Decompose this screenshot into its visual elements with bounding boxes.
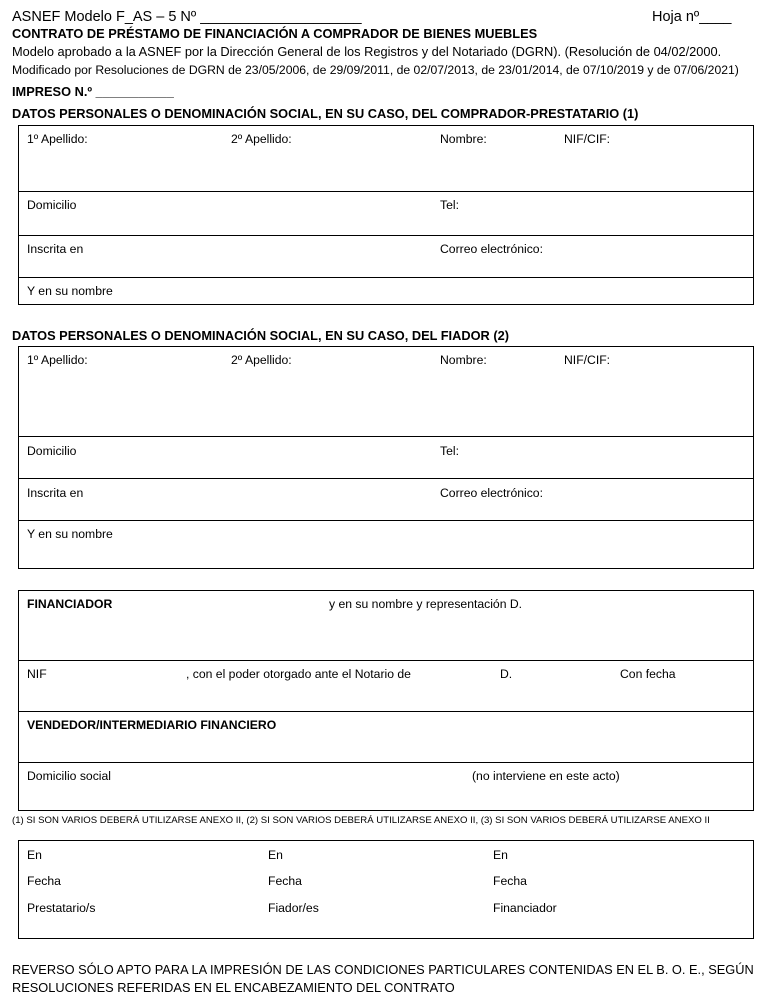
divider xyxy=(18,191,754,192)
financier-box xyxy=(18,590,754,811)
divider xyxy=(18,520,754,521)
model-line: ASNEF Modelo F_AS – 5 Nº ____________________ xyxy=(12,9,362,25)
signature-box xyxy=(18,840,754,939)
buyer-tel-label: Tel: xyxy=(440,198,459,212)
signature-fecha-label: Fecha xyxy=(493,874,527,888)
financier-nif-label: NIF xyxy=(27,667,47,681)
divider xyxy=(18,235,754,236)
divider xyxy=(18,660,754,661)
guarantor-apellido1-label: 1º Apellido: xyxy=(27,353,88,367)
financier-con-fecha-label: Con fecha xyxy=(620,667,676,681)
vendor-label: VENDEDOR/INTERMEDIARIO FINANCIERO xyxy=(27,718,277,732)
reverse-note-line-1: REVERSO SÓLO APTO PARA LA IMPRESIÓN DE LAS CONDICIONES PARTICULARES CONTENIDAS EN EL B. O. E., SEGÚN xyxy=(12,962,754,977)
buyer-apellido1-label: 1º Apellido: xyxy=(27,132,88,146)
guarantor-domicilio-label: Domicilio xyxy=(27,444,77,458)
buyer-nif-label: NIF/CIF: xyxy=(564,132,611,146)
divider xyxy=(18,711,754,712)
guarantor-nif-label: NIF/CIF: xyxy=(564,353,611,367)
impreso-number: IMPRESO N.º ___________ xyxy=(12,84,174,99)
approval-line-2: Modificado por Resoluciones de DGRN de 23/05/2006, de 29/09/2011, de 02/07/2013, de 23/01/2014, de 07/10/2019 y de 07/06/2021) xyxy=(12,63,739,77)
divider xyxy=(18,277,754,278)
buyer-heading: DATOS PERSONALES O DENOMINACIÓN SOCIAL, EN SU CASO, DEL COMPRADOR-PRESTATARIO (1) xyxy=(12,106,639,121)
buyer-en-su-nombre-label: Y en su nombre xyxy=(27,284,113,298)
no-interviene-label: (no interviene en este acto) xyxy=(472,769,620,783)
signature-en-label: En xyxy=(268,848,283,862)
contract-title: CONTRATO DE PRÉSTAMO DE FINANCIACIÓN A COMPRADOR DE BIENES MUEBLES xyxy=(12,26,538,41)
guarantor-nombre-label: Nombre: xyxy=(440,353,487,367)
buyer-nombre-label: Nombre: xyxy=(440,132,487,146)
buyer-apellido2-label: 2º Apellido: xyxy=(231,132,292,146)
financier-label: FINANCIADOR xyxy=(27,597,113,611)
guarantor-correo-label: Correo electrónico: xyxy=(440,486,543,500)
guarantor-tel-label: Tel: xyxy=(440,444,459,458)
approval-line-1: Modelo aprobado a la ASNEF por la Dirección General de los Registros y del Notariado (DGRN). (Resolución de 04/02/2000. xyxy=(12,44,722,59)
signature-role-prestatario: Prestatario/s xyxy=(27,901,96,915)
guarantor-en-su-nombre-label: Y en su nombre xyxy=(27,527,113,541)
buyer-inscrita-label: Inscrita en xyxy=(27,242,84,256)
domicilio-social-label: Domicilio social xyxy=(27,769,111,783)
buyer-box xyxy=(18,125,754,305)
sheet-number: Hoja nº____ xyxy=(652,9,732,25)
buyer-correo-label: Correo electrónico: xyxy=(440,242,543,256)
signature-fecha-label: Fecha xyxy=(27,874,61,888)
financier-d-label: D. xyxy=(500,667,513,681)
guarantor-apellido2-label: 2º Apellido: xyxy=(231,353,292,367)
financier-poder-label: , con el poder otorgado ante el Notario de xyxy=(186,667,411,681)
divider xyxy=(18,478,754,479)
signature-en-label: En xyxy=(27,848,42,862)
guarantor-heading: DATOS PERSONALES O DENOMINACIÓN SOCIAL, EN SU CASO, DEL FIADOR (2) xyxy=(12,328,509,343)
signature-en-label: En xyxy=(493,848,508,862)
reverse-note-line-2: RESOLUCIONES REFERIDAS EN EL ENCABEZAMIENTO DEL CONTRATO xyxy=(12,980,455,995)
signature-fecha-label: Fecha xyxy=(268,874,302,888)
footnote: (1) SI SON VARIOS DEBERÁ UTILIZARSE ANEXO II, (2) SI SON VARIOS DEBERÁ UTILIZARSE ANEXO II, (3) SI SON VARIOS DEBERÁ UTILIZARSE ANEXO II xyxy=(12,815,710,826)
buyer-domicilio-label: Domicilio xyxy=(27,198,77,212)
divider xyxy=(18,436,754,437)
guarantor-inscrita-label: Inscrita en xyxy=(27,486,84,500)
guarantor-box xyxy=(18,346,754,569)
financier-representation-label: y en su nombre y representación D. xyxy=(329,597,523,611)
signature-role-fiador: Fiador/es xyxy=(268,901,319,915)
signature-role-financiador: Financiador xyxy=(493,901,557,915)
divider xyxy=(18,762,754,763)
